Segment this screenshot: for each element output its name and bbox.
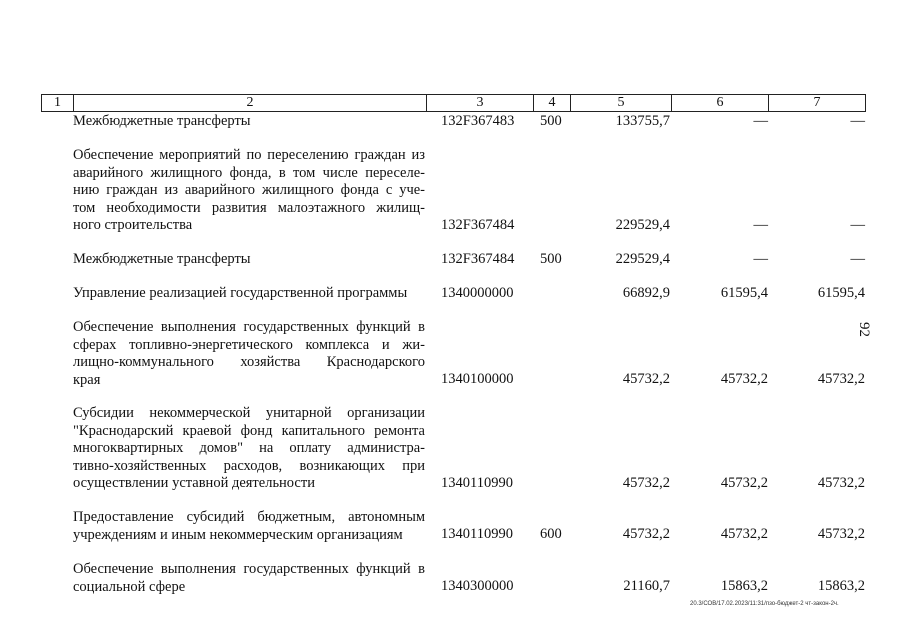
row-value-6: 45732,2	[720, 371, 768, 387]
row-name: Обеспечение выполнения государственных функций в социальной сфере	[73, 561, 425, 595]
row-code: 1340110990	[441, 526, 513, 542]
row-code: 132F367484	[441, 217, 515, 233]
row-value-5: 45732,2	[622, 371, 670, 387]
column-header-6: 6	[716, 95, 724, 110]
row-value-7: —	[850, 113, 865, 129]
page-number: 92	[856, 322, 872, 337]
row-vr: 500	[540, 251, 562, 267]
row-value-6: 15863,2	[720, 578, 768, 594]
row-value-5: 21160,7	[623, 578, 670, 594]
row-value-7: —	[850, 217, 865, 233]
row-code: 132F367484	[441, 251, 515, 267]
row-value-5: 45732,2	[622, 475, 670, 491]
row-value-6: —	[753, 113, 768, 129]
row-value-7: 61595,4	[817, 285, 865, 301]
row-value-5: 229529,4	[615, 217, 670, 233]
row-value-7: 45732,2	[817, 475, 865, 491]
row-value-6: —	[753, 217, 768, 233]
row-vr: 600	[540, 526, 562, 542]
row-name: Обеспечение мероприятий по переселению граждан из аварийного жилищного фонда, в том числе переселе- нию граждан из аварийного жилищного фонда с уче- том необходимости развития малоэтажного жилищ- ного строительства	[73, 147, 425, 233]
row-name: Предоставление субсидий бюджетным, автономным учреждениям и иным некоммерческим организациям	[73, 509, 425, 543]
row-code: 1340110990	[441, 475, 513, 491]
row-name: Управление реализацией государственной программы	[73, 285, 408, 301]
column-header-4: 4	[548, 95, 556, 110]
table-header	[41, 94, 866, 112]
column-header-1: 1	[54, 95, 61, 110]
footer-stamp: 20.3/СОВ/17.02.2023/11:31/пзо-бюджет-2 чт-закон-2ч.	[690, 601, 839, 607]
column-header-2: 2	[246, 95, 254, 110]
row-value-7: 45732,2	[817, 526, 865, 542]
row-code: 1340000000	[441, 285, 514, 301]
row-name: Межбюджетные трансферты	[73, 113, 251, 129]
row-name: Субсидии некоммерческой унитарной организации "Краснодарский краевой фонд капитального ремонта многоквартирных домов" на оплату администра- тивно-хозяйственных расходов, возникающих при осуществлении уставной деятельности	[73, 405, 425, 491]
row-value-5: 229529,4	[615, 251, 670, 267]
row-value-6: —	[753, 251, 768, 267]
column-header-3: 3	[476, 95, 484, 110]
row-value-7: —	[850, 251, 865, 267]
row-value-6: 45732,2	[720, 475, 768, 491]
row-vr: 500	[540, 113, 562, 129]
column-header-5: 5	[617, 95, 625, 110]
row-name: Межбюджетные трансферты	[73, 251, 251, 267]
column-header-7: 7	[813, 95, 821, 110]
row-code: 132F367483	[441, 113, 515, 129]
row-value-7: 15863,2	[817, 578, 865, 594]
row-name: Обеспечение выполнения государственных функций в сферах топливно-энергетического комплекса и жи- лищно-коммунального хозяйства Краснодарского края	[73, 319, 425, 388]
row-value-5: 45732,2	[622, 526, 670, 542]
row-code: 1340300000	[441, 578, 514, 594]
row-value-6: 61595,4	[720, 285, 768, 301]
row-code: 1340100000	[441, 371, 514, 387]
row-value-5: 66892,9	[622, 285, 670, 301]
row-value-7: 45732,2	[817, 371, 865, 387]
row-value-6: 45732,2	[720, 526, 768, 542]
row-value-5: 133755,7	[615, 113, 670, 129]
